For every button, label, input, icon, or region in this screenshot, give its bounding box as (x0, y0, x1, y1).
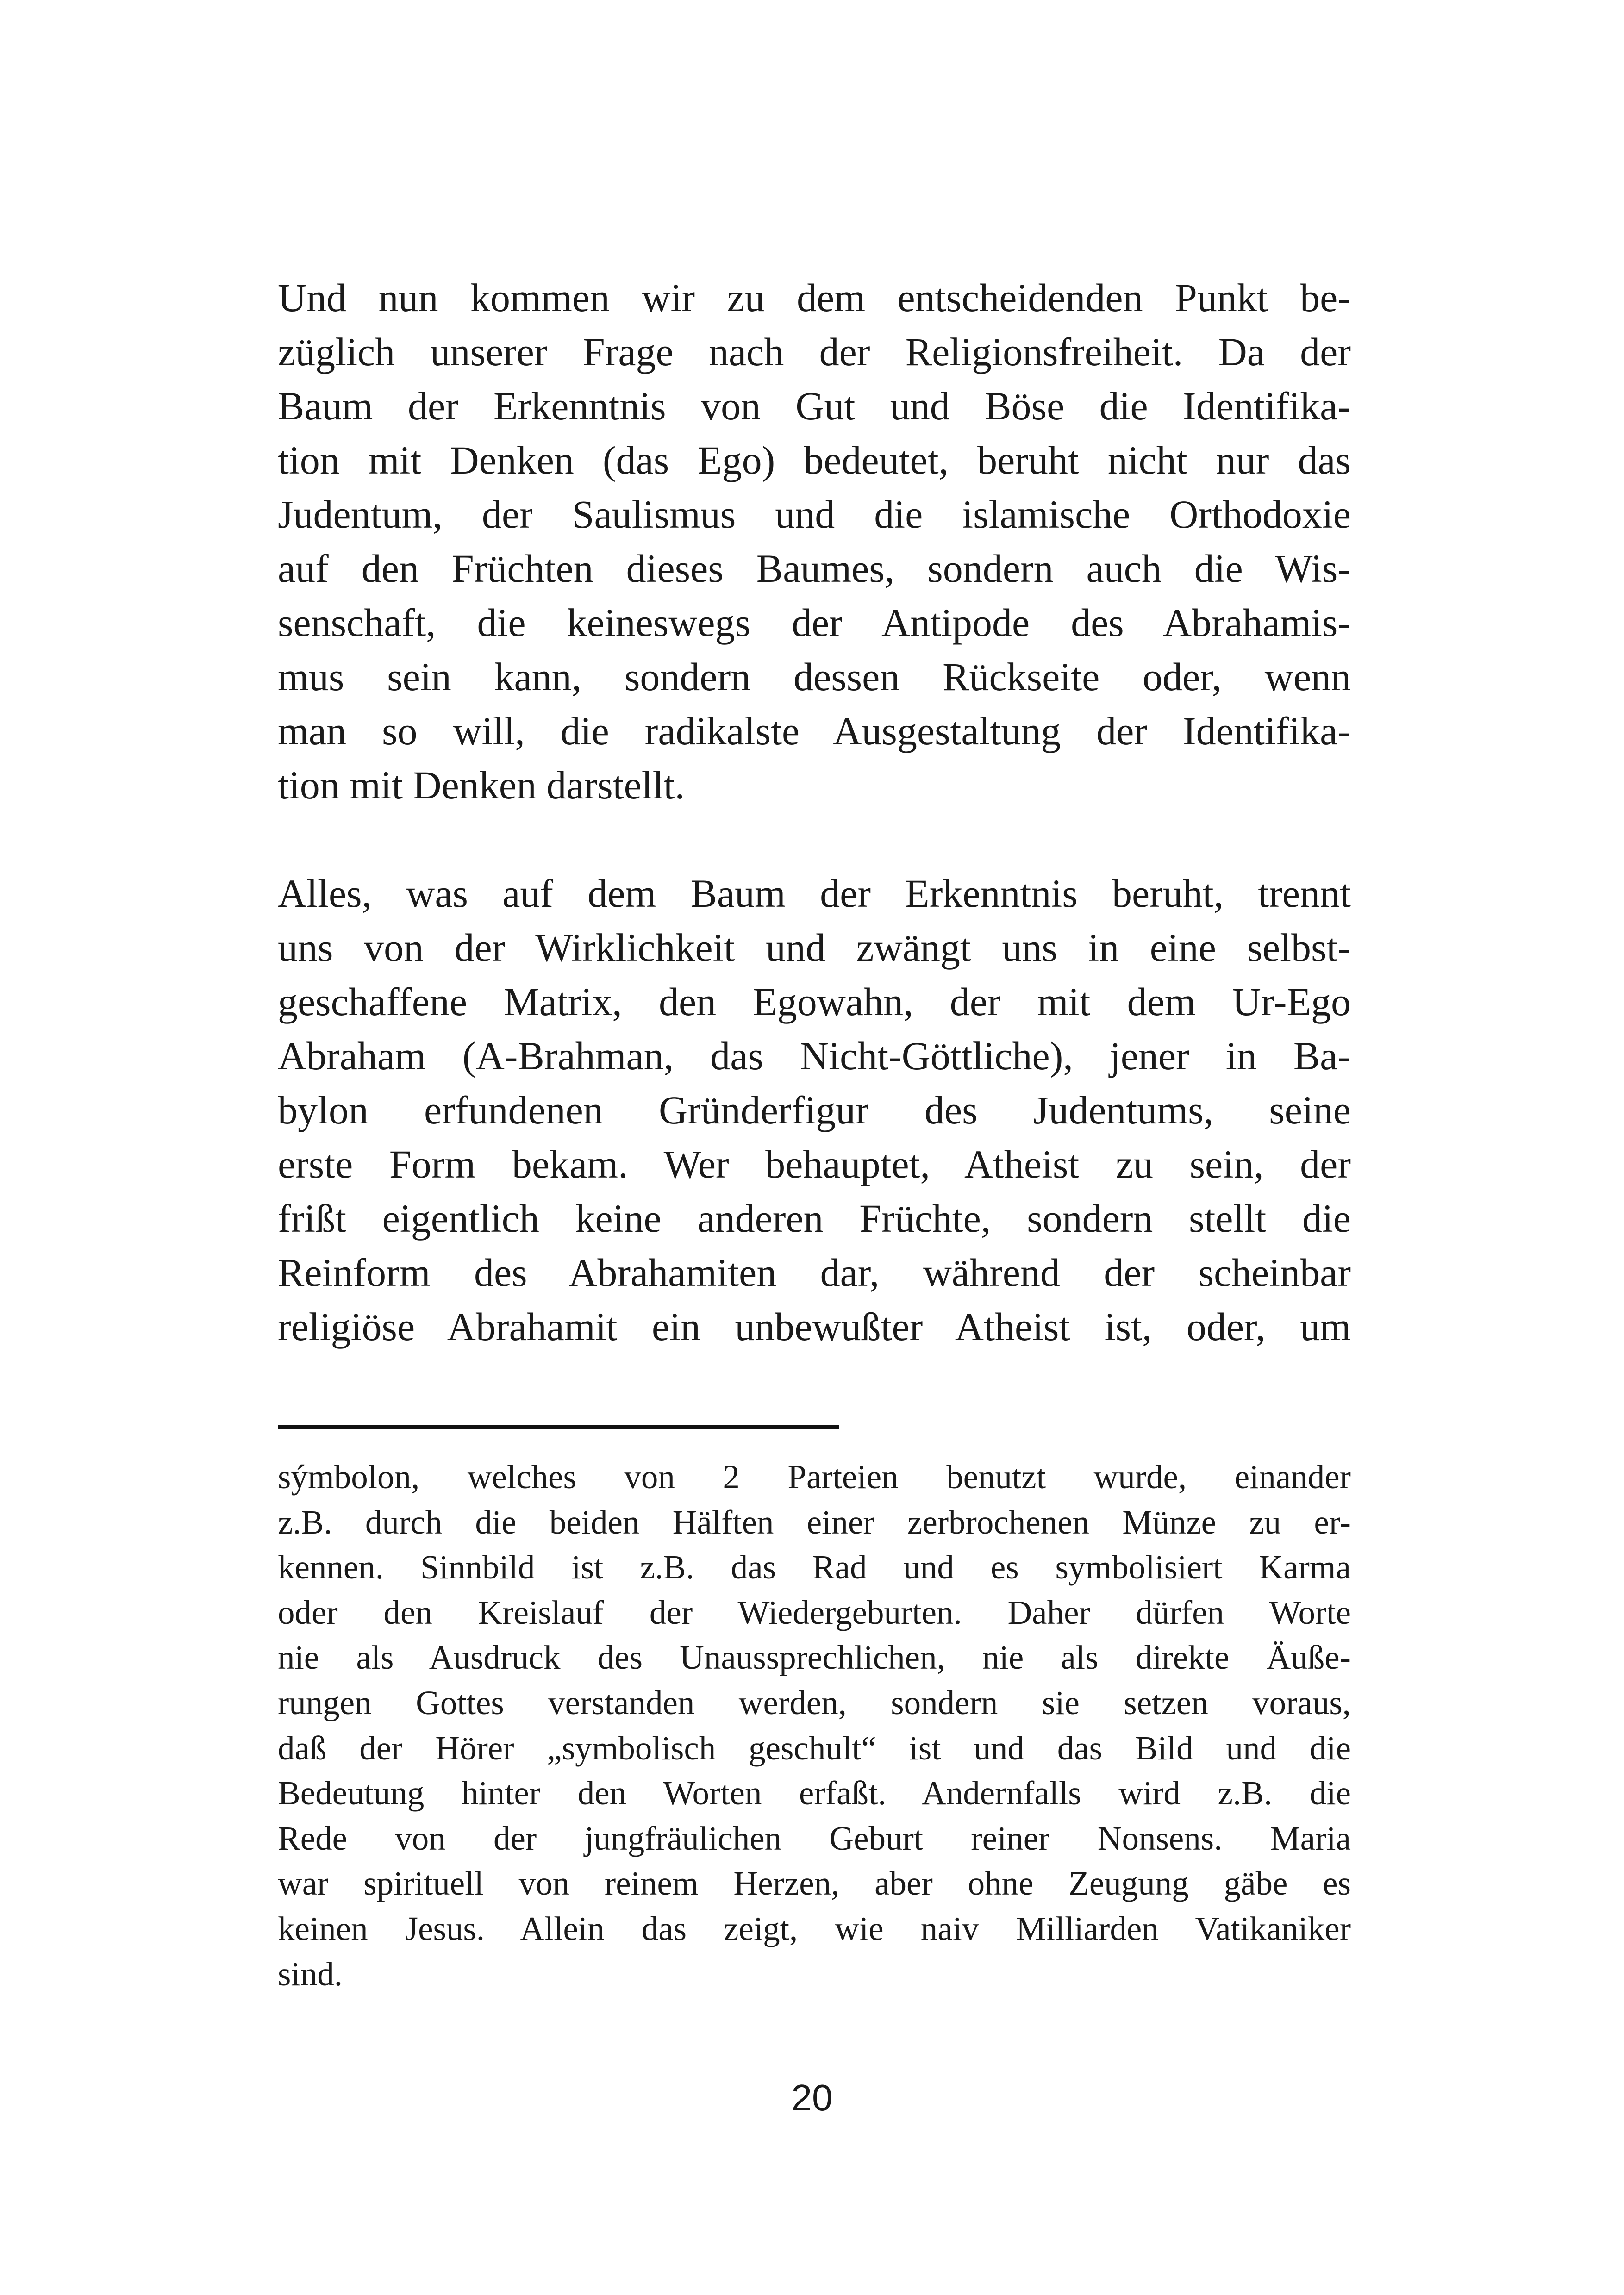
text-line: erste Form bekam. Wer behauptet, Atheist zu sein, der (278, 1142, 1351, 1186)
footnote-line: nie als Ausdruck des Unaussprechlichen, nie als direkte Äuße- (278, 1639, 1351, 1677)
text-line: frißt eigentlich keine anderen Früchte, sondern stellt die (278, 1196, 1351, 1241)
text-line: Alles, was auf dem Baum der Erkenntnis beruht, trennt (278, 871, 1351, 916)
footnote-line: keinen Jesus. Allein das zeigt, wie naiv Milliarden Vatikaniker (278, 1909, 1351, 1947)
text-line: senschaft, die keineswegs der Antipode des Abrahamis- (278, 600, 1351, 645)
text-line: bylon erfundenen Gründerfigur des Judentums, seine (278, 1088, 1351, 1132)
footnote-line: war spirituell von reinem Herzen, aber ohne Zeugung gäbe es (278, 1865, 1351, 1902)
text-line: züglich unserer Frage nach der Religionsfreiheit. Da der (278, 330, 1351, 374)
footnote-line: Rede von der jungfräulichen Geburt reiner Nonsens. Maria (278, 1819, 1351, 1857)
paragraph-gap (278, 812, 1351, 867)
footnote-line: daß der Hörer „symbolisch geschult“ ist und das Bild und die (278, 1729, 1351, 1767)
text-line: tion mit Denken darstellt. (278, 763, 685, 807)
text-line: religiöse Abrahamit ein unbewußter Atheist ist, oder, um (278, 1304, 1351, 1349)
text-line: Reinform des Abrahamiten dar, während der scheinbar (278, 1250, 1351, 1295)
text-line: auf den Früchten dieses Baumes, sondern auch die Wis- (278, 546, 1351, 591)
footnote-line: oder den Kreislauf der Wiedergeburten. Daher dürfen Worte (278, 1593, 1351, 1631)
paragraph-1 (278, 271, 1351, 812)
page-number: 20 (791, 2077, 833, 2118)
text-line: Abraham (A-Brahman, das Nicht-Göttliche), jener in Ba- (278, 1034, 1351, 1078)
text-line: man so will, die radikalste Ausgestaltung der Identifika- (278, 709, 1351, 753)
text-line: mus sein kann, sondern dessen Rückseite oder, wenn (278, 655, 1351, 699)
text-line: uns von der Wirklichkeit und zwängt uns in eine selbst- (278, 925, 1351, 970)
footnote-line: rungen Gottes verstanden werden, sondern sie setzen voraus, (278, 1684, 1351, 1721)
text-line: tion mit Denken (das Ego) bedeutet, beruht nicht nur das (278, 438, 1351, 482)
text-line: Judentum, der Saulismus und die islamische Orthodoxie (278, 492, 1351, 536)
text-line: Baum der Erkenntnis von Gut und Böse die Identifika- (278, 384, 1351, 428)
main-text (278, 271, 1351, 1354)
footnote-line: sýmbolon, welches von 2 Parteien benutzt wurde, einander (278, 1458, 1351, 1496)
footnote-line: Bedeutung hinter den Worten erfaßt. Andernfalls wird z.B. die (278, 1774, 1351, 1812)
footnote (278, 1454, 1351, 1996)
text-line: Und nun kommen wir zu dem entscheidenden Punkt be- (278, 275, 1351, 320)
footnote-line: z.B. durch die beiden Hälften einer zerbrochenen Münze zu er- (278, 1503, 1351, 1541)
footnote-line: kennen. Sinnbild ist z.B. das Rad und es symbolisiert Karma (278, 1548, 1351, 1586)
footnote-separator (278, 1425, 839, 1429)
footnote-line: sind. (278, 1955, 343, 1993)
text-line: geschaffene Matrix, den Egowahn, der mit dem Ur-Ego (278, 979, 1351, 1024)
paragraph-2 (278, 867, 1351, 1354)
